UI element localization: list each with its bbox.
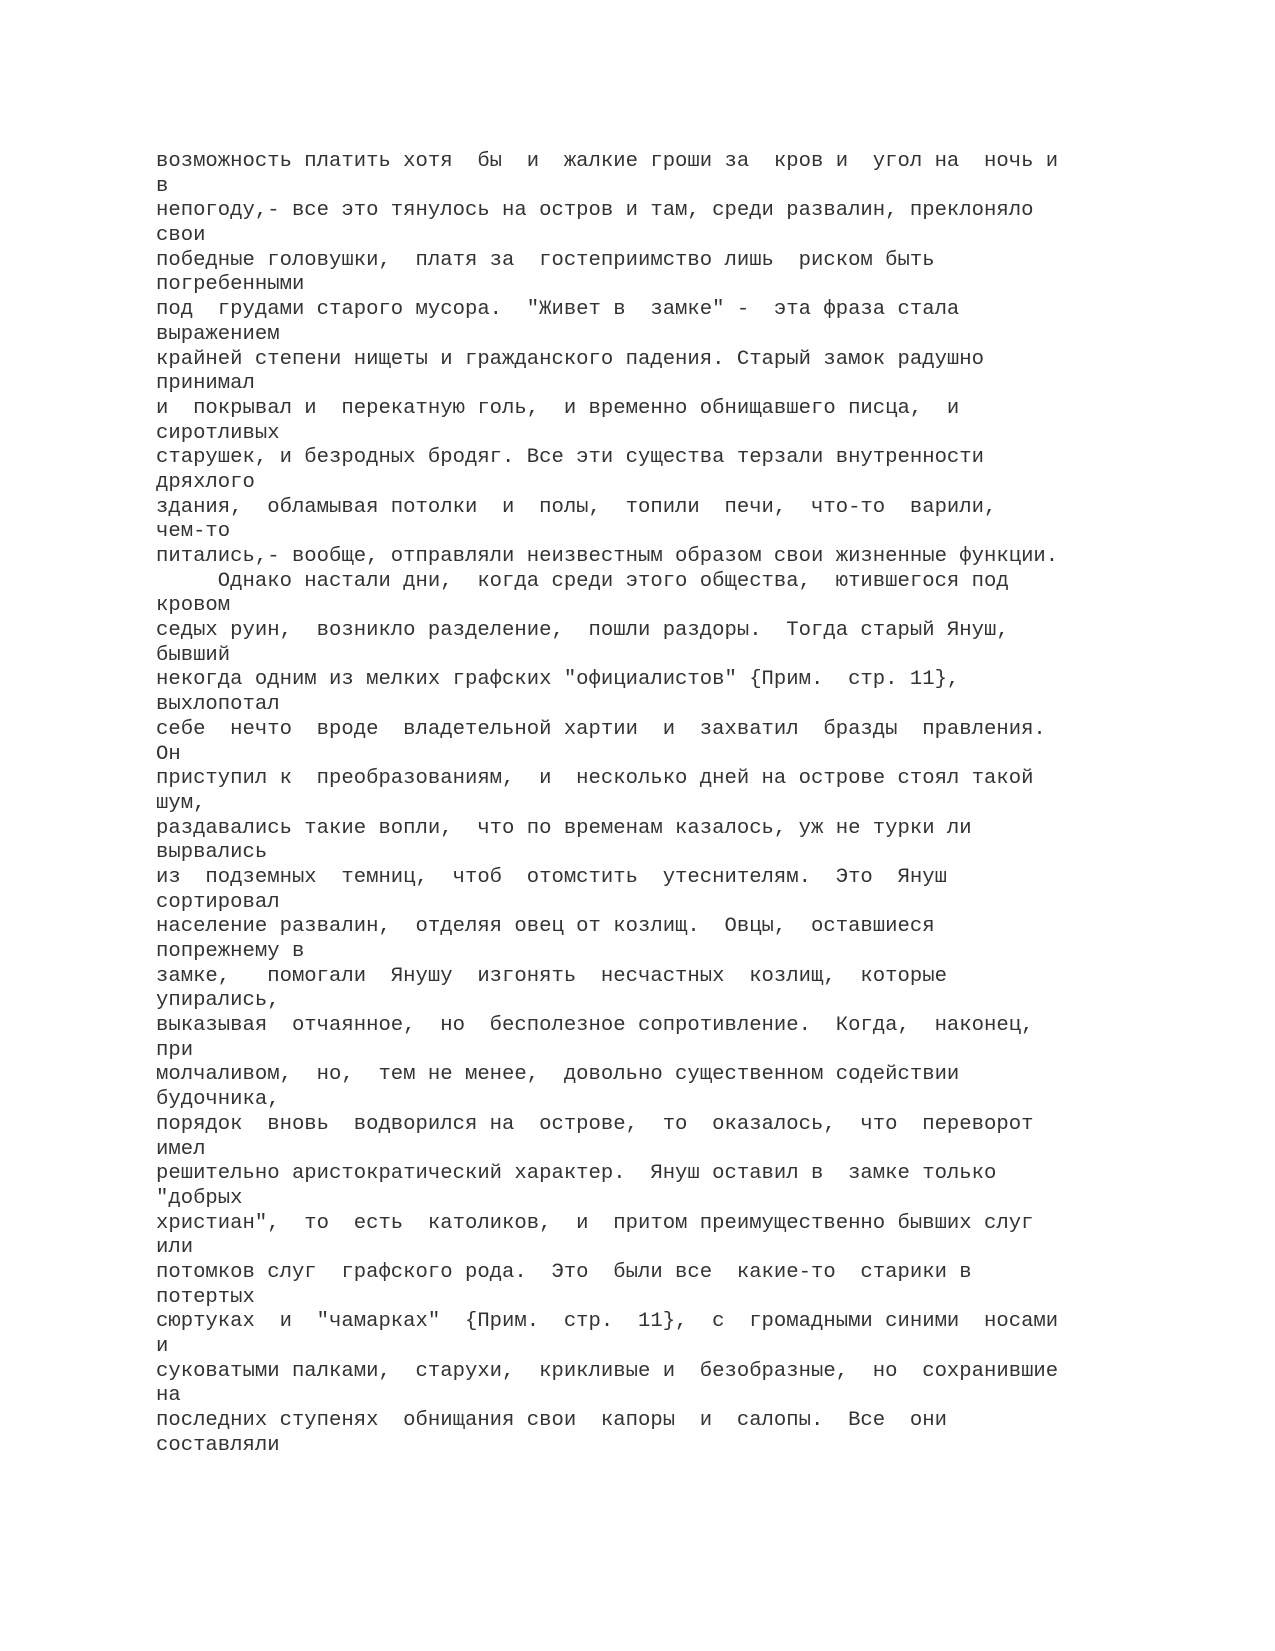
text-line: и <box>156 1335 169 1358</box>
text-line: сюртуках и "чамарках" {Прим. стр. 11}, с громадными синими носами <box>156 1310 1059 1334</box>
text-line: шум, <box>156 791 206 815</box>
text-line: возможность платить хотя бы и жалкие гроши за кров и угол на ночь и <box>156 150 1059 173</box>
text-line: будочника, <box>156 1088 280 1112</box>
text-line: из подземных темниц, чтоб отомстить утеснителям. Это Януш <box>156 865 947 889</box>
text-line: население развалин, отделяя овец от козлищ. Овцы, оставшиеся <box>156 915 935 939</box>
text-line: здания, обламывая потолки и полы, топили печи, что-то варили, <box>156 495 997 519</box>
text-line: сиротливых <box>156 421 280 445</box>
text-line: под грудами старого мусора. "Живет в замке" - эта фраза стала <box>156 298 960 322</box>
text-line: свои <box>156 224 206 248</box>
text-line: составляли <box>156 1433 280 1457</box>
text-line: приступил к преобразованиям, и несколько дней на острове стоял такой <box>156 767 1034 791</box>
text-line: на <box>156 1384 181 1408</box>
text-line: при <box>156 1038 194 1062</box>
text-line: потертых <box>156 1285 255 1309</box>
text-line: некогда одним из мелких графских "официалистов" {Прим. стр. 11}, <box>156 668 960 692</box>
text-line: замке, помогали Янушу изгонять несчастных козлищ, которые <box>156 964 947 988</box>
text-line: победные головушки, платя за гостеприимство лишь риском быть <box>156 248 935 272</box>
text-line: христиан", то есть католиков, и притом преимущественно бывших слуг <box>156 1211 1034 1235</box>
text-line: себе нечто вроде владетельной хартии и захватил бразды правления. <box>156 717 1046 741</box>
text-line: порядок вновь водворился на острове, то оказалось, что переворот <box>156 1112 1034 1136</box>
text-line: упирались, <box>156 989 280 1013</box>
text-line: Однако настали дни, когда среди этого общества, ютившегося под <box>156 569 1009 593</box>
text-line: молчаливом, но, тем не менее, довольно существенном содействии <box>156 1063 960 1087</box>
text-line: Он <box>156 742 181 766</box>
text-line: кровом <box>156 594 231 618</box>
text-line: дряхлого <box>156 470 255 494</box>
text-line: принимал <box>156 372 255 396</box>
text-line: раздавались такие вопли, что по временам казалось, уж не турки ли <box>156 816 972 840</box>
text-line: суковатыми палками, старухи, крикливые и безобразные, но сохранившие <box>156 1359 1059 1383</box>
text-line: чем-то <box>156 520 231 544</box>
text-line: решительно аристократический характер. Януш оставил в замке только <box>156 1162 997 1186</box>
text-line: погребенными <box>156 273 305 297</box>
text-line: в <box>156 174 169 198</box>
text-line: выказывая отчаянное, но бесполезное сопротивление. Когда, наконец, <box>156 1014 1034 1038</box>
document-body-text <box>156 150 1256 1458</box>
text-line: непогоду,- все это тянулось на остров и там, среди развалин, преклоняло <box>156 199 1034 223</box>
text-line: бывший <box>156 643 231 667</box>
text-line: или <box>156 1236 194 1260</box>
text-line: попрежнему в <box>156 940 305 963</box>
text-line: старушек, и безродных бродяг. Все эти существа терзали внутренности <box>156 446 985 470</box>
text-line: питались,- вообще, отправляли неизвестным образом свои жизненные функции. <box>156 545 1059 568</box>
text-line: выражением <box>156 322 280 346</box>
text-line: имел <box>156 1137 206 1161</box>
text-line: и покрывал и перекатную голь, и временно обнищавшего писца, и <box>156 396 960 420</box>
text-line: седых руин, возникло разделение, пошли раздоры. Тогда старый Януш, <box>156 619 1009 643</box>
text-line: выхлопотал <box>156 693 280 717</box>
text-line: потомков слуг графского рода. Это были все какие-то старики в <box>156 1260 972 1284</box>
text-line: крайней степени нищеты и гражданского падения. Старый замок радушно <box>156 347 985 371</box>
text-line: последних ступенях обнищания свои капоры и салопы. Все они <box>156 1409 947 1433</box>
text-line: вырвались <box>156 841 268 865</box>
text-line: сортировал <box>156 890 280 914</box>
text-line: "добрых <box>156 1186 243 1210</box>
